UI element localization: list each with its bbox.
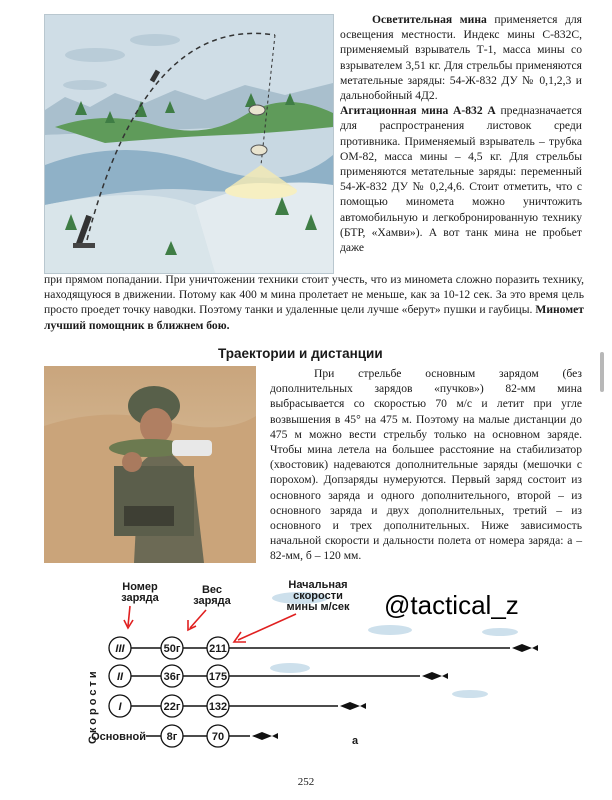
label-speed-line3: мины м/сек: [286, 601, 350, 613]
scrollbar[interactable]: [600, 352, 604, 392]
full-width-body: при прямом попадании. При уничтожении техники стоит учесть, что из миномета сложно поразить технику, находящуюся в движении. Потому как 400 м мина пролетает не меньше, как за 10-12 сек. За это время цель просто проедет точку наводки. Поэтому танки и удаленные цели лучше «берут» пушки и гаубицы.: [44, 273, 584, 317]
mine-icon: [340, 702, 366, 710]
agitation-mine-text: предназначается для распространения листовок среди противника. Применяемый взрыватель – трубка ОМ-82, масса мины – 4,5 кг. Для стрельбы применяются метательные заряды: переменный 54-Ж-832 ДУ № 0,2,4,6. Стоит отметить, что с помощью миномета можно уничтожить автомобильную и легкобронированную технику (БТР, «Хамви»). А вот танк мина не пробьет даже: [340, 104, 582, 255]
label-weight-line1: Вес: [201, 584, 223, 596]
row1-weight: 22г: [163, 701, 181, 713]
illumination-mine-illustration: [44, 14, 334, 274]
base-weight: 8г: [166, 731, 178, 743]
charge-speed-diagram: [0, 568, 612, 768]
illumination-mine-term: Осветительная мина: [372, 13, 487, 26]
row-charge-1: [109, 695, 366, 717]
trajectory-paragraph: При стрельбе основным зарядом (без дополнительных зарядов «пучков») 82-мм мина выбрасывается со скоростью 70 м/с и летит при угле возвышения в 45° на 475 м. Поэтому на малые дистанции до 475 м можно вести стрельбу только на основном заряде. Чтобы мина летела на большее расстояние на стабилизатор (хвостовик) надеваются дополнительные заряды (мешочки с порохом). Допзаряды нумеруются. Первый заряд состоит из основного заряда и одного дополнительного, второй – из основного заряда и двух дополнительных, третий – из основного и трех дополнительных. Ниже зависимость начальной скорости и дальности полета от номера заряда: а – 82-мм, б – 120 мм.: [270, 367, 582, 563]
page-number: 252: [297, 776, 315, 788]
row-base-charge: [91, 725, 278, 747]
row2-charge: II: [116, 671, 124, 683]
section-heading: Траектории и дистанции: [218, 346, 383, 361]
full-width-text: [44, 272, 584, 333]
axis-label-speeds: Скорости: [87, 668, 99, 744]
full-width-bold-conclusion: Миномет лучший помощник в ближнем бою.: [44, 303, 584, 332]
label-weight-line2: заряда: [193, 595, 231, 607]
watermark-tag: @tactical_z: [384, 590, 519, 620]
base-speed: 70: [211, 731, 225, 743]
row1-charge: I: [118, 701, 122, 713]
label-speed-line1: Начальная: [288, 579, 348, 591]
illumination-mine-text: применяется для освещения местности. Индекс мины С-832С, применяемый взрыватель Т-1, масса мины со взрывателем 3,51 кг. Для стрельбы применяются метательные заряды: 54-Ж-832 ДУ № 0,1,2,3 и дальнобойный 4Д2.: [340, 13, 583, 103]
diagram-marker-a: а: [352, 735, 359, 747]
base-charge-label: Основной: [91, 731, 146, 743]
label-charge-line1: Номер: [122, 581, 158, 593]
row3-weight: 50г: [163, 643, 181, 655]
row-charge-3: [109, 637, 538, 659]
row1-speed: 132: [208, 701, 228, 713]
soldier-photo: [44, 366, 256, 563]
row3-speed: 211: [209, 643, 227, 655]
label-speed-line2: скорости: [293, 590, 343, 602]
trajectory-text: [270, 366, 582, 564]
mine-icon: [252, 732, 278, 740]
row2-weight: 36г: [163, 671, 181, 683]
row2-speed: 175: [208, 671, 228, 683]
upper-right-text: [340, 12, 582, 255]
red-arrows: [124, 606, 296, 642]
label-charge-line2: заряда: [121, 592, 159, 604]
agitation-mine-term: Агитационная мина А-832 А: [340, 104, 496, 118]
row3-charge: III: [115, 643, 125, 655]
mine-icon: [422, 672, 448, 680]
mine-icon: [512, 644, 538, 652]
